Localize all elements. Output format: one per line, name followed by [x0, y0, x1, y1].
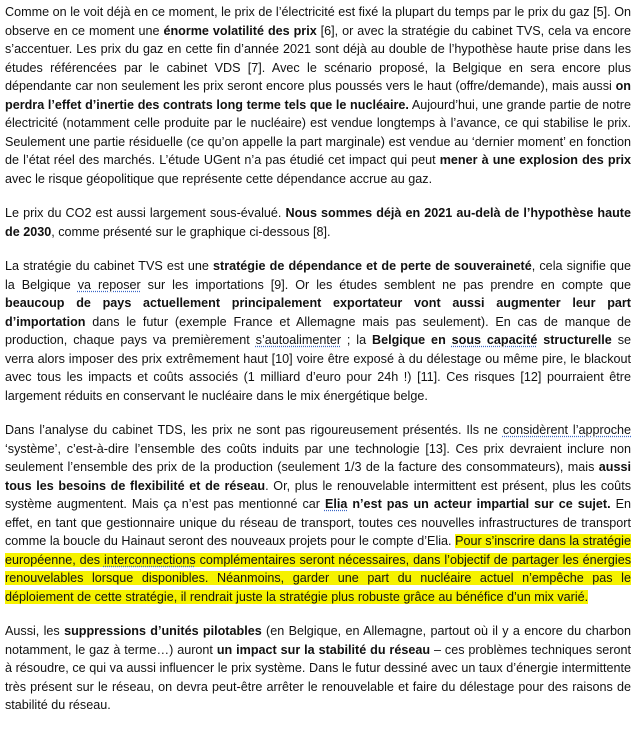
bold-text-run: aussi tous les besoins de flexibilité et de réseau	[5, 460, 631, 493]
text-run: – ces problèmes techniques seront à résoudre, ce qui va aussi influencer le prix système. Dans le futur dessiné avec un taux d’énergie intermittente très présent sur le réseau, on devra peut-être arrêter le renouvelable et faire du délestage pour des raisons de stabilité du réseau.	[5, 642, 631, 712]
bold-text-run: un impact sur la stabilité du réseau	[216, 642, 431, 657]
bold-text-run: structurelle	[537, 333, 612, 347]
bold-text-run: énorme volatilité des prix	[163, 23, 317, 38]
text-run: (en Belgique, en Allemagne, partout où il y a encore du charbon notamment, le gaz à terme…) auront	[5, 624, 631, 657]
text-run: Aujourd’hui, une grande partie de notre électricité (notamment celle produite par le nucléaire) est vendue longtemps à l’avance, ce qui stabilise le prix. Seulement une partie résiduelle (ce qu’on appelle la part marginale) est vendue au ‘dernier moment’ en fonction de l’état réel des marchés. L’étude UGent n’a pas étudié cet impact qui peut	[5, 97, 631, 167]
text-run: Comme on le voit déjà en ce moment, le prix de l’électricité est fixé la plupart du temps par le prix du gaz [5]. On observe en ce moment une	[5, 5, 631, 38]
text-run: avec le risque géopolitique que représente cette dépendance accrue au gaz.	[5, 171, 433, 186]
text-run: s’autoalimenter	[255, 333, 342, 347]
text-run: [6], or avec la stratégie du cabinet TVS, cela va encore s’accentuer. Les prix du gaz en cette fin d’année 2021 sont déjà au double de l’hypothèse haute prise dans les études référencées par le cabinet VDS [7]. Avec le scénario proposé, la Belgique en sera encore plus dépendante car non seulement les prix seront encore plus poussés vers le haut (offre/demande), mais aussi	[5, 23, 631, 93]
text-run: dans le futur (exemple France et Allemagne mais pas seulement). En cas de manque de production, chaque pays va premièrement	[5, 314, 631, 347]
bold-text-run: mener à une explosion des prix	[439, 153, 631, 167]
text-run: , cela signifie que la Belgique	[5, 259, 631, 292]
text-run: La stratégie du cabinet TVS est une	[5, 259, 213, 273]
text-run: . Or, plus le renouvelable intermittent est présent, plus les coûts système augmentent. Mais ça n’est pas mentionné car	[5, 478, 631, 511]
bold-text-run: Nous sommes déjà en 2021 au-delà de l’hypothèse haute de 2030	[5, 206, 631, 239]
bold-text-run: beaucoup de pays actuellement principalement exportateur vont aussi augmenter leur part d’importation	[5, 296, 631, 329]
text-run: interconnections	[103, 552, 196, 567]
bold-text-run: n’est pas un acteur impartial sur ce sujet.	[347, 497, 611, 511]
paragraph-co2-price	[5, 204, 631, 241]
text-run: En effet, en tant que gestionnaire unique du réseau de transport, toutes ces nouvelles infrastructures de transport comme la boucle du Hainaut seront des nouveaux projets pour le compte d’Elia.	[5, 497, 632, 548]
text-run: Pour s’inscrire dans la stratégie européenne, des	[5, 534, 631, 567]
text-run: Dans l’analyse du cabinet TDS, les prix ne sont pas rigoureusement présentés. Ils ne	[5, 423, 503, 437]
text-run: se verra alors imposer des prix extrêmement haut [10] voire être exposé à du délestage ou même pire, le blackout avec tous les impacts et coûts associés (1 milliard d’euro pour 24h !) [11]. Ces risques [12] pourraient être largement réduits en conservant le nucléaire dans le mix énergétique belge.	[5, 333, 631, 403]
text-run: ‘système’, c’est-à-dire l’ensemble des coûts induits par une technologie [13]. Ces prix devraient inclure non seulement l’ensemble des prix de la production (seulement 1/3 de la facture des consommateurs), mais	[5, 441, 631, 474]
paragraph-dependency-strategy	[5, 257, 631, 405]
bold-text-run: Belgique en	[372, 333, 452, 347]
bold-text-run: stratégie de dépendance et de perte de souveraineté	[213, 259, 532, 273]
paragraph-system-costs	[5, 421, 631, 606]
text-run: sur les importations [9]. Or les études semblent ne pas prendre en compte que	[140, 277, 631, 292]
bold-text-run: sous capacité	[451, 333, 538, 347]
text-run: considèrent l’approche	[502, 423, 632, 437]
text-run: va reposer	[77, 277, 141, 292]
bold-text-run: on perdra l’effet d’inertie des contrats long terme tels que le nucléaire.	[5, 79, 631, 112]
bold-text-run: Elia	[324, 497, 348, 511]
bold-text-run: suppressions d’unités pilotables	[64, 624, 262, 638]
text-run: complémentaires seront nécessaires, dans l’objectif de partager les énergies renouvelables lorsque disponibles. Néanmoins, garder une part du nucléaire actuel n’empêche pas le déploiement de cette stratégie, il rendrait juste la stratégie plus robuste grâce au bénéfice d’un mix varié.	[5, 552, 631, 604]
text-run: , comme présenté sur le graphique ci-dessous [8].	[51, 224, 331, 239]
text-run: ; la	[341, 333, 372, 347]
paragraph-grid-stability	[5, 622, 631, 715]
text-run: Le prix du CO2 est aussi largement sous-évalué.	[5, 206, 286, 220]
paragraph-gas-price	[5, 3, 631, 188]
text-run: Aussi, les	[5, 624, 65, 638]
